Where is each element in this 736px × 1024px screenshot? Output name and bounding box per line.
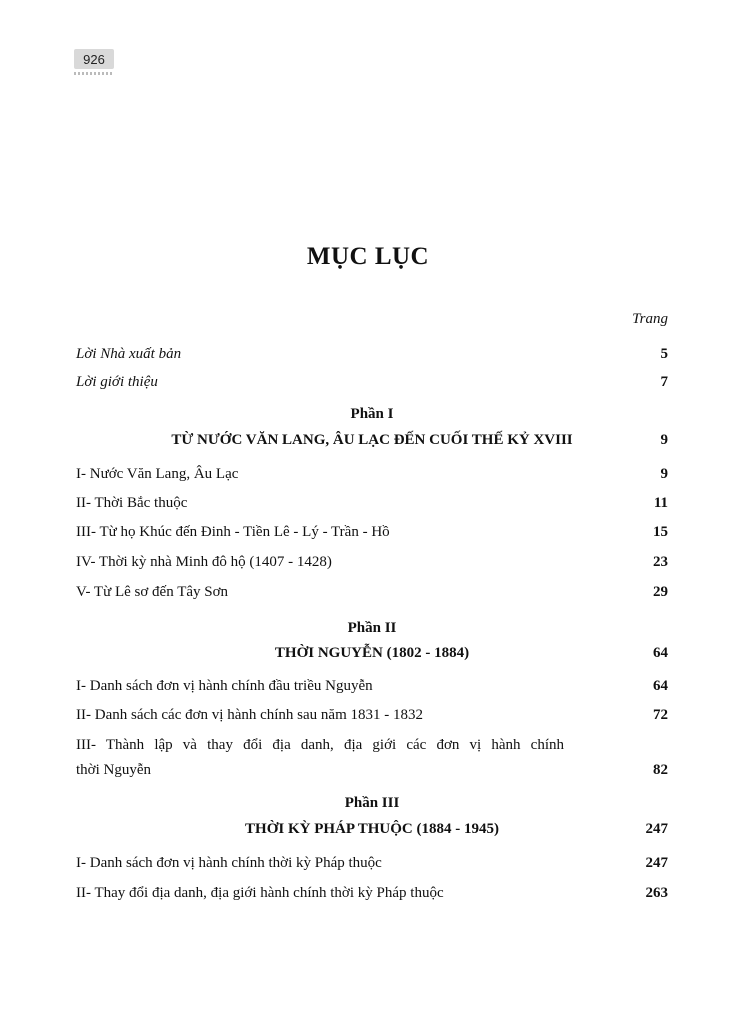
- toc-entry: [76, 524, 668, 541]
- toc-entry-label: Lời Nhà xuất bản: [76, 346, 182, 362]
- part-page: 9: [660, 432, 668, 448]
- toc-entry-label: IV- Thời kỳ nhà Minh đô hộ (1407 - 1428): [76, 554, 332, 570]
- toc-entry-page: 72: [653, 707, 668, 723]
- toc-entry-label: V- Từ Lê sơ đến Tây Sơn: [76, 584, 229, 600]
- toc-entry: [76, 346, 668, 363]
- toc-entry-page: 247: [645, 855, 668, 871]
- part-title: THỜI KỲ PHÁP THUỘC (1884 - 1945): [245, 821, 499, 837]
- toc-entry: [76, 737, 668, 779]
- toc-entry-page: 7: [660, 374, 668, 390]
- toc-entry-page: 82: [653, 762, 668, 778]
- toc-entry-label: I- Nước Văn Lang, Âu Lạc: [76, 466, 239, 482]
- toc-entry-label: II- Danh sách các đơn vị hành chính sau năm 1831 - 1832: [76, 707, 423, 723]
- toc-entry: [76, 374, 668, 391]
- part-title: THỜI NGUYỄN (1802 - 1884): [274, 645, 470, 661]
- toc-entry-page: 263: [645, 885, 668, 901]
- toc-entry: [76, 885, 668, 902]
- page-column-label: Trang: [632, 311, 668, 327]
- toc-entry: [76, 495, 668, 512]
- toc-entry: [76, 707, 668, 724]
- toc-entry: [76, 554, 668, 571]
- toc-entry-label: III- Từ họ Khúc đến Đinh - Tiền Lê - Lý - Trần - Hồ: [76, 524, 390, 540]
- toc-entry-label: I- Danh sách đơn vị hành chính thời kỳ Pháp thuộc: [76, 855, 382, 871]
- part-heading: Phần I: [350, 406, 394, 422]
- toc-entry-page: 9: [660, 466, 668, 482]
- toc-entry-page: 29: [653, 584, 668, 600]
- toc-entry: [76, 678, 668, 695]
- toc-entry-page: 15: [653, 524, 668, 540]
- toc-entry-page: 23: [653, 554, 668, 570]
- toc-entry-label: Lời giới thiệu: [76, 374, 158, 390]
- toc-entry-page: 64: [653, 678, 668, 694]
- part-heading: Phần II: [347, 620, 397, 636]
- toc-entry-label: I- Danh sách đơn vị hành chính đầu triều Nguyễn: [76, 678, 373, 694]
- page-number-underline: [74, 72, 114, 75]
- part-page: 247: [645, 821, 668, 837]
- toc-entry: [76, 466, 668, 483]
- toc-entry-page: 5: [660, 346, 668, 362]
- toc-title: MỤC LỤC: [306, 243, 430, 270]
- part-title: TỪ NƯỚC VĂN LANG, ÂU LẠC ĐẾN CUỐI THẾ KỶ XVIII: [171, 432, 573, 448]
- toc-entry-label: II- Thay đổi địa danh, địa giới hành chính thời kỳ Pháp thuộc: [76, 885, 444, 901]
- toc-entry: [76, 584, 668, 601]
- page-number: 926: [74, 49, 114, 69]
- part-page: 64: [653, 645, 668, 661]
- toc-entry-page: 11: [653, 495, 668, 511]
- toc-entry-label: thời Nguyễn: [76, 762, 152, 778]
- toc-entry: [76, 855, 668, 872]
- toc-entry-continuation: [76, 762, 668, 779]
- toc-entry-label: II- Thời Bắc thuộc: [76, 495, 188, 511]
- part-heading: Phần III: [344, 795, 400, 811]
- toc-entry-label: III- Thành lập và thay đổi địa danh, địa giới các đơn vị hành chính: [76, 737, 564, 753]
